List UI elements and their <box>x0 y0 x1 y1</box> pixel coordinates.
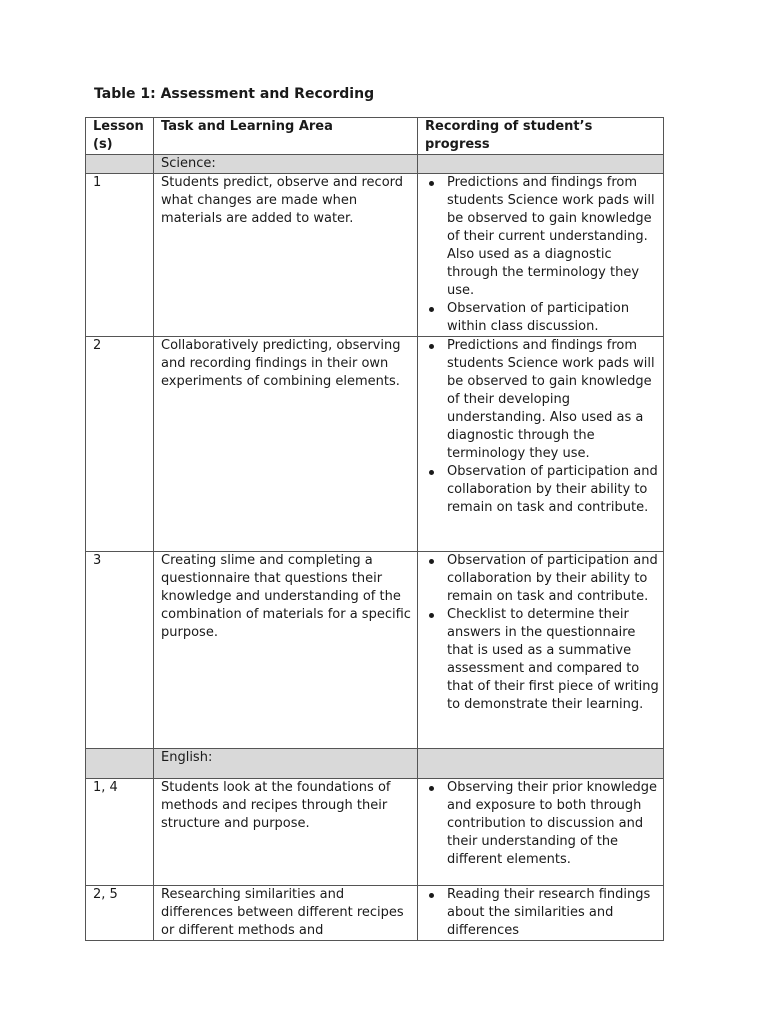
section-label: English: <box>154 749 418 779</box>
section-row-science <box>86 155 664 174</box>
task-cell: Researching similarities and differences between different recipes or different methods and <box>154 886 418 941</box>
list-item: Reading their research findings about the similarities and differences <box>447 886 659 940</box>
task-cell: Collaboratively predicting, observing and recording findings in their own experiments of combining elements. <box>154 337 418 552</box>
recording-cell <box>418 886 664 941</box>
header-lesson: Lesson(s) <box>86 118 154 155</box>
table-row <box>86 886 664 941</box>
header-task: Task and Learning Area <box>154 118 418 155</box>
task-cell: Students look at the foundations of methods and recipes through their structure and purpose. <box>154 779 418 886</box>
list-item: Observation of participation within class discussion. <box>447 300 659 336</box>
list-item: Predictions and findings from students Science work pads will be observed to gain knowledge of their current understanding. Also used as a diagnostic through the terminology they use. <box>447 174 659 300</box>
section-label: Science: <box>154 155 418 174</box>
table-row <box>86 779 664 886</box>
lesson-cell: 1, 4 <box>86 779 154 886</box>
section-row-english <box>86 749 664 779</box>
recording-cell <box>418 337 664 552</box>
list-item: Observation of participation and collaboration by their ability to remain on task and contribute. <box>447 553 658 604</box>
list-item: Predictions and findings from students Science work pads will be observed to gain knowledge of their developing understanding. Also used as a diagnostic through the terminology they use. <box>447 337 659 463</box>
table-row <box>86 174 664 337</box>
table-row <box>86 552 664 749</box>
task-cell: Creating slime and completing a questionnaire that questions their knowledge and understanding of the combination of materials for a specific purpose. <box>154 552 418 749</box>
list-item: Checklist to determine their answers in the questionnaire that is used as a summative assessment and compared to that of their first piece of writing to demonstrate their learning. <box>447 607 659 712</box>
header-recording: Recording of student’s progress <box>418 118 664 155</box>
table-row <box>86 337 664 552</box>
recording-cell <box>418 779 664 886</box>
lesson-cell: 1 <box>86 174 154 337</box>
table-caption: Table 1: Assessment and Recording <box>94 86 375 102</box>
recording-cell <box>418 174 664 337</box>
assessment-table <box>85 117 664 941</box>
recording-cell <box>418 552 664 749</box>
lesson-cell: 3 <box>86 552 154 749</box>
lesson-cell: 2, 5 <box>86 886 154 941</box>
table-header-row <box>86 118 664 155</box>
list-item: Observation of participation and collaboration by their ability to remain on task and contribute. <box>447 464 658 515</box>
lesson-cell: 2 <box>86 337 154 552</box>
task-cell: Students predict, observe and record what changes are made when materials are added to water. <box>154 174 418 337</box>
list-item: Observing their prior knowledge and exposure to both through contribution to discussion and their understanding of the different elements. <box>447 780 658 867</box>
